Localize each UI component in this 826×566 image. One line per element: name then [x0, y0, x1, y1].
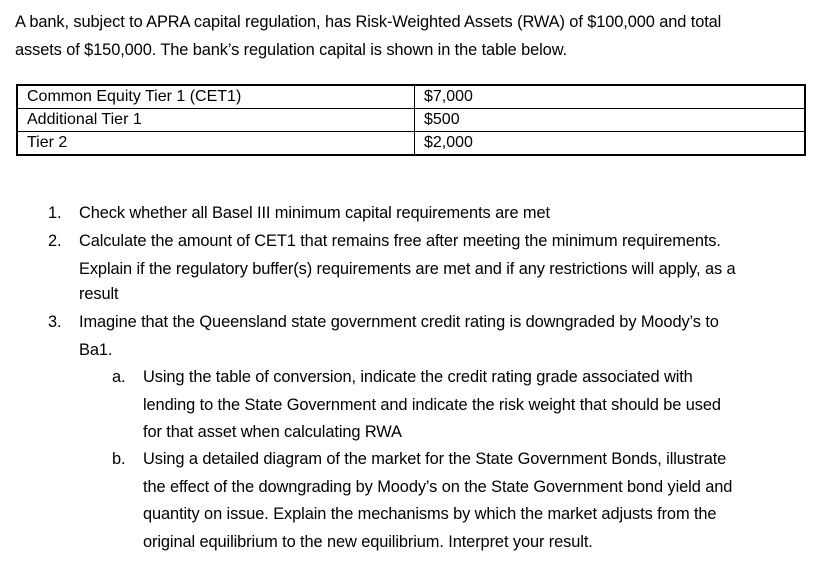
table-row — [17, 85, 805, 109]
question-number: 2. — [48, 232, 62, 250]
question-line: Calculate the amount of CET1 that remains free after meeting the minimum requirements. — [79, 232, 721, 250]
intro-line: assets of $150,000. The bank’s regulation capital is shown in the table below. — [15, 41, 567, 59]
capital-label: Tier 2 — [17, 132, 415, 156]
capital-value: $7,000 — [415, 85, 806, 109]
question-line: Explain if the regulatory buffer(s) requirements are met and if any restrictions will apply, as a — [79, 259, 736, 278]
question-number: a. — [112, 368, 126, 386]
capital-table — [16, 84, 806, 156]
question-line: the effect of the downgrading by Moody’s on the State Government bond yield and — [143, 477, 733, 496]
question-line: original equilibrium to the new equilibrium. Interpret your result. — [143, 532, 593, 551]
question-number: 1. — [48, 204, 62, 222]
intro-paragraph — [15, 8, 815, 64]
question-line: result — [79, 285, 119, 303]
question-line: Using the table of conversion, indicate the credit rating grade associated with — [143, 368, 693, 386]
capital-value: $500 — [415, 109, 806, 132]
question-line: lending to the State Government and indicate the risk weight that should be used — [143, 395, 721, 414]
table-row — [17, 132, 805, 156]
question-line: Using a detailed diagram of the market for the State Government Bonds, illustrate — [143, 450, 727, 468]
capital-value: $2,000 — [415, 132, 806, 156]
question-line: Imagine that the Queensland state government credit rating is downgraded by Moody’s to — [79, 313, 719, 331]
question-number: b. — [112, 450, 126, 468]
question-line: Check whether all Basel III minimum capital requirements are met — [79, 204, 550, 222]
question-line: for that asset when calculating RWA — [143, 423, 402, 441]
capital-label: Additional Tier 1 — [17, 109, 415, 132]
table-row — [17, 109, 805, 132]
capital-label: Common Equity Tier 1 (CET1) — [17, 85, 415, 109]
question-line: quantity on issue. Explain the mechanisms by which the market adjusts from the — [143, 505, 717, 523]
question-number: 3. — [48, 313, 62, 331]
question-line: Ba1. — [79, 340, 113, 359]
intro-line: A bank, subject to APRA capital regulation, has Risk-Weighted Assets (RWA) of $100,000 and total — [15, 13, 722, 31]
